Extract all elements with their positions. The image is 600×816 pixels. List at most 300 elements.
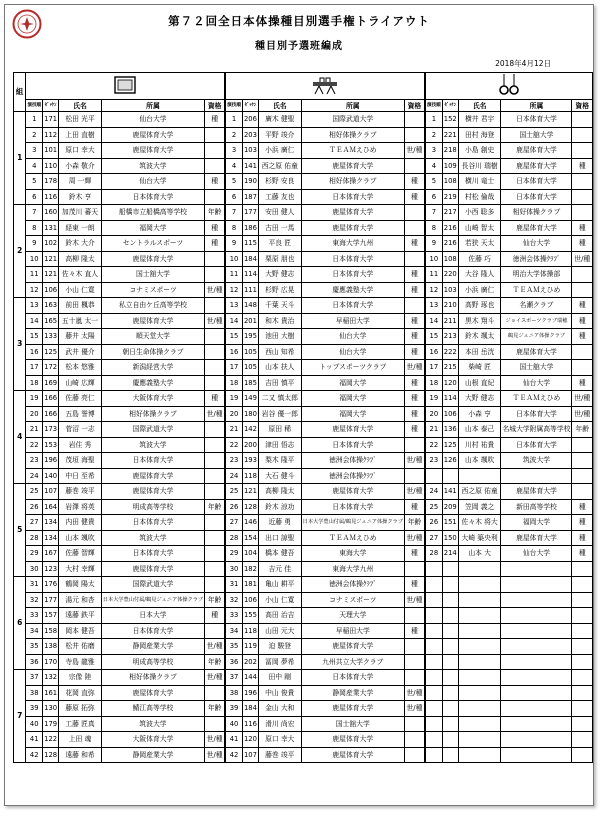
cell-affiliation: 仙台大学 xyxy=(501,375,572,391)
cell-bib: 154 xyxy=(242,530,258,546)
cell-entry-no: 35 xyxy=(225,639,242,655)
cell-entry-no: 22 xyxy=(225,437,242,453)
cell-bib: 140 xyxy=(43,468,59,484)
cell-bib: 141 xyxy=(442,484,458,500)
cell-name: 小森 敬介 xyxy=(59,158,102,174)
cell-name xyxy=(458,592,501,608)
entry-no-header: 演技順 xyxy=(425,100,442,112)
cell-affiliation xyxy=(501,654,572,670)
table-row xyxy=(14,282,593,298)
cell-affiliation: 福岡大学 xyxy=(101,220,204,236)
cell-name: 五島 誉博 xyxy=(59,406,102,422)
cell-qualification xyxy=(205,685,226,701)
group-number: 6 xyxy=(14,577,26,670)
cell-name: 二又 慎太郎 xyxy=(258,391,301,407)
cell-name: 寺島 龍雅 xyxy=(59,654,102,670)
cell-name: 山本 扶人 xyxy=(258,360,301,376)
cell-entry-no: 17 xyxy=(425,360,442,376)
cell-qualification xyxy=(572,747,593,763)
cell-entry-no: 31 xyxy=(26,577,43,593)
cell-name: 津田 悟志 xyxy=(258,437,301,453)
cell-qualification xyxy=(404,561,425,577)
cell-affiliation: 九州共立大学クラブ xyxy=(301,654,404,670)
cell-affiliation: 鹿屋体育大学 xyxy=(101,127,204,143)
cell-entry-no: 11 xyxy=(425,267,442,283)
cell-bib: 141 xyxy=(242,158,258,174)
cell-affiliation: ジョイスポーツクラブ瑞穂 xyxy=(501,313,572,329)
cell-affiliation: 筑波大学 xyxy=(501,453,572,469)
cell-entry-no: 29 xyxy=(225,546,242,562)
cell-name: 藤原 拓弥 xyxy=(59,701,102,717)
cell-qualification xyxy=(205,375,226,391)
cell-name: 原口 幸大 xyxy=(258,732,301,748)
cell-name: 菅沼 一志 xyxy=(59,422,102,438)
cell-entry-no: 42 xyxy=(225,747,242,763)
column-header-row xyxy=(14,100,593,112)
cell-qualification xyxy=(572,282,593,298)
cell-bib: 108 xyxy=(442,251,458,267)
cell-name: 長谷川 瑞樹 xyxy=(458,158,501,174)
cell-name: 原田 稀 xyxy=(258,422,301,438)
cell-name: 小浜 廣仁 xyxy=(258,143,301,159)
table-row xyxy=(14,437,593,453)
cell-qualification xyxy=(205,468,226,484)
cell-qualification xyxy=(404,158,425,174)
cell-name: 小山 仁寛 xyxy=(59,282,102,298)
cell-qualification: 種 xyxy=(572,298,593,314)
cell-affiliation: 順天堂大学 xyxy=(101,329,204,345)
bib-header: ｾﾞｯｹﾝ xyxy=(43,100,59,112)
table-row xyxy=(14,406,593,422)
cell-qualification: 世/種 xyxy=(404,453,425,469)
table-row xyxy=(14,267,593,283)
cell-qualification xyxy=(205,623,226,639)
table-row xyxy=(14,577,593,593)
cell-entry-no: 18 xyxy=(225,375,242,391)
cell-qualification xyxy=(404,437,425,453)
cell-affiliation: 日本体育大学 xyxy=(301,499,404,515)
cell-name: 岩澤 将英 xyxy=(59,499,102,515)
pommel-horse-icon xyxy=(310,74,340,96)
cell-bib: 106 xyxy=(43,282,59,298)
table-row xyxy=(14,530,593,546)
cell-bib: 118 xyxy=(242,623,258,639)
cell-bib: 126 xyxy=(442,453,458,469)
cell-bib: 146 xyxy=(242,515,258,531)
cell-bib: 138 xyxy=(43,639,59,655)
cell-entry-no: 15 xyxy=(225,329,242,345)
cell-entry-no: 20 xyxy=(26,406,43,422)
cell-qualification: 世/種 xyxy=(404,530,425,546)
cell-entry-no: 40 xyxy=(225,716,242,732)
page-title: 第７２回全日本体操種目別選手権トライアウト xyxy=(168,14,430,28)
table-row xyxy=(14,251,593,267)
cell-affiliation: 相好体操クラブ xyxy=(101,406,204,422)
cell-bib: 163 xyxy=(43,298,59,314)
cell-name: 廣木 健聖 xyxy=(258,112,301,128)
cell-affiliation xyxy=(501,623,572,639)
cell-affiliation: ＴＥＡＭえひめ xyxy=(301,530,404,546)
cell-qualification: 世/種 xyxy=(205,747,226,763)
cell-bib: 151 xyxy=(442,515,458,531)
cell-qualification xyxy=(572,654,593,670)
cell-entry-no: 6 xyxy=(425,189,442,205)
cell-qualification: 年齢 xyxy=(205,592,226,608)
cell-qualification xyxy=(404,220,425,236)
cell-entry-no: 3 xyxy=(425,143,442,159)
cell-affiliation: 鹿屋体育大学 xyxy=(101,143,204,159)
cell-entry-no: 37 xyxy=(225,670,242,686)
table-row xyxy=(14,608,593,624)
cell-qualification: 種 xyxy=(404,422,425,438)
table-row xyxy=(14,112,593,128)
cell-name: 大野 健志 xyxy=(258,267,301,283)
cell-name: 藤井 太陽 xyxy=(59,329,102,345)
cell-name xyxy=(458,623,501,639)
cell-name: 山崎 智太 xyxy=(458,220,501,236)
cell-entry-no: 9 xyxy=(425,236,442,252)
cell-qualification: 種 xyxy=(404,577,425,593)
cell-bib: 173 xyxy=(43,422,59,438)
cell-name: 若狭 天太 xyxy=(458,236,501,252)
cell-name: 上田 直樹 xyxy=(59,127,102,143)
cell-qualification xyxy=(572,112,593,128)
floor-event-header xyxy=(26,73,225,100)
cell-entry-no: 30 xyxy=(225,561,242,577)
entry-no-header: 演技順 xyxy=(225,100,242,112)
cell-entry-no: 12 xyxy=(225,282,242,298)
cell-entry-no: 14 xyxy=(425,313,442,329)
cell-affiliation xyxy=(501,747,572,763)
cell-entry-no: 25 xyxy=(26,484,43,500)
cell-bib: 170 xyxy=(43,654,59,670)
cell-name: 花岡 直弥 xyxy=(59,685,102,701)
cell-name: 黒木 翔斗 xyxy=(458,313,501,329)
cell-bib: 167 xyxy=(43,546,59,562)
pommel-horse-event-header xyxy=(225,73,425,100)
cell-affiliation: 東海大学九州 xyxy=(301,236,404,252)
cell-name: 鈴木 颯太 xyxy=(458,329,501,345)
cell-entry-no: 5 xyxy=(225,174,242,190)
cell-affiliation: 日本体育大学 xyxy=(301,251,404,267)
cell-qualification xyxy=(404,670,425,686)
cell-bib: 165 xyxy=(43,313,59,329)
cell-entry-no: 28 xyxy=(425,546,442,562)
qualification-header: 資格 xyxy=(205,100,226,112)
cell-affiliation: 日本体育大学 xyxy=(101,623,204,639)
cell-entry-no: 23 xyxy=(26,453,43,469)
cell-name: 高田 治吉 xyxy=(258,608,301,624)
cell-name: 山田 元大 xyxy=(258,623,301,639)
cell-affiliation: 私立自由ケ丘高等学校 xyxy=(101,298,204,314)
cell-bib: 172 xyxy=(43,360,59,376)
cell-bib: 190 xyxy=(242,174,258,190)
cell-affiliation: 早稲田大学 xyxy=(301,313,404,329)
cell-name: 小森 亨 xyxy=(458,406,501,422)
cell-qualification: 年齢 xyxy=(572,422,593,438)
cell-entry-no: 7 xyxy=(225,205,242,221)
cell-qualification: 種 xyxy=(404,236,425,252)
cell-qualification xyxy=(205,251,226,267)
name-header: 氏名 xyxy=(59,100,102,112)
cell-bib xyxy=(442,468,458,484)
cell-qualification: 種 xyxy=(572,313,593,329)
cell-bib: 112 xyxy=(43,127,59,143)
cell-entry-no: 27 xyxy=(225,515,242,531)
cell-bib: 103 xyxy=(442,282,458,298)
affiliation-header: 所属 xyxy=(101,100,204,112)
cell-bib xyxy=(442,608,458,624)
cell-name: 湯元 和杏 xyxy=(59,592,102,608)
cell-qualification: 世/種 xyxy=(404,143,425,159)
rings-event-header xyxy=(425,73,593,100)
cell-qualification: 種 xyxy=(205,174,226,190)
cell-bib xyxy=(442,701,458,717)
cell-bib: 196 xyxy=(242,685,258,701)
cell-entry-no: 17 xyxy=(225,360,242,376)
cell-entry-no: 33 xyxy=(26,608,43,624)
cell-qualification: 世/種 xyxy=(404,592,425,608)
cell-name: 笠岡 義之 xyxy=(458,499,501,515)
cell-qualification xyxy=(404,608,425,624)
cell-qualification xyxy=(205,422,226,438)
cell-bib: 103 xyxy=(242,143,258,159)
cell-entry-no: 13 xyxy=(225,298,242,314)
cell-bib xyxy=(442,716,458,732)
cell-affiliation: 鹿屋体育大学 xyxy=(301,701,404,717)
cell-name xyxy=(458,716,501,732)
cell-affiliation: 鹿屋体育大学 xyxy=(301,205,404,221)
cell-bib xyxy=(442,592,458,608)
cell-name: 柴崎 匠 xyxy=(458,360,501,376)
cell-qualification xyxy=(205,360,226,376)
cell-affiliation: 名城大学附属高等学校 xyxy=(501,422,572,438)
cell-qualification xyxy=(205,716,226,732)
cell-entry-no: 15 xyxy=(26,329,43,345)
cell-entry-no: 21 xyxy=(225,422,242,438)
cell-affiliation: 鶴見ジュニア体操クラブ xyxy=(501,329,572,345)
cell-qualification xyxy=(572,205,593,221)
cell-qualification xyxy=(205,143,226,159)
cell-qualification xyxy=(205,437,226,453)
cell-entry-no: 38 xyxy=(225,685,242,701)
cell-bib: 134 xyxy=(43,515,59,531)
cell-bib xyxy=(442,732,458,748)
cell-bib xyxy=(442,747,458,763)
cell-entry-no: 38 xyxy=(26,685,43,701)
cell-entry-no: 13 xyxy=(425,298,442,314)
cell-qualification xyxy=(572,484,593,500)
cell-qualification: 種 xyxy=(572,546,593,562)
table-row xyxy=(14,189,593,205)
cell-name: 山本 泰己 xyxy=(458,422,501,438)
cell-entry-no: 17 xyxy=(26,360,43,376)
cell-affiliation: 新田高等学校 xyxy=(501,499,572,515)
cell-qualification: 世/種 xyxy=(572,251,593,267)
cell-bib: 123 xyxy=(43,561,59,577)
cell-bib: 110 xyxy=(43,158,59,174)
cell-affiliation: 鹿屋体育大学 xyxy=(101,561,204,577)
cell-entry-no: 7 xyxy=(425,205,442,221)
cell-qualification xyxy=(404,251,425,267)
cell-affiliation: 大阪体育大学 xyxy=(101,391,204,407)
cell-name: 佐々木 将大 xyxy=(458,515,501,531)
cell-bib: 142 xyxy=(242,422,258,438)
table-row xyxy=(14,205,593,221)
cell-entry-no: 25 xyxy=(425,499,442,515)
table-row xyxy=(14,220,593,236)
cell-entry-no: 39 xyxy=(26,701,43,717)
cell-affiliation: 筑波大学 xyxy=(101,530,204,546)
cell-affiliation: 明治大学体操部 xyxy=(501,267,572,283)
cell-bib: 125 xyxy=(442,437,458,453)
cell-affiliation: 早稲田大学 xyxy=(301,623,404,639)
table-row xyxy=(14,546,593,562)
cell-entry-no: 18 xyxy=(26,375,43,391)
cell-qualification xyxy=(205,344,226,360)
cell-bib: 105 xyxy=(242,344,258,360)
cell-bib: 122 xyxy=(43,732,59,748)
cell-affiliation: 鹿屋体育大学 xyxy=(301,747,404,763)
cell-affiliation xyxy=(501,608,572,624)
cell-bib: 209 xyxy=(442,499,458,515)
cell-affiliation: 鹿屋体育大学 xyxy=(301,732,404,748)
cell-entry-no: 4 xyxy=(225,158,242,174)
cell-name: 小西 聡多 xyxy=(458,205,501,221)
affiliation-header: 所属 xyxy=(301,100,404,112)
cell-name: 藤巻 竣平 xyxy=(258,747,301,763)
cell-entry-no: 12 xyxy=(26,282,43,298)
cell-entry-no: 32 xyxy=(225,592,242,608)
table-row xyxy=(14,732,593,748)
cell-bib: 181 xyxy=(242,577,258,593)
cell-qualification: 種 xyxy=(572,530,593,546)
cell-affiliation xyxy=(501,468,572,484)
cell-qualification: 種 xyxy=(404,546,425,562)
cell-affiliation: 鹿屋体育大学 xyxy=(501,220,572,236)
cell-name xyxy=(458,639,501,655)
cell-bib: 108 xyxy=(442,174,458,190)
cell-entry-no xyxy=(425,670,442,686)
cell-affiliation: ＴＥＡＭえひめ xyxy=(501,391,572,407)
cell-affiliation: 福岡大学 xyxy=(301,391,404,407)
cell-qualification: 種 xyxy=(404,499,425,515)
cell-name: 工藤 匠真 xyxy=(59,716,102,732)
cell-entry-no: 8 xyxy=(225,220,242,236)
table-row xyxy=(14,468,593,484)
cell-entry-no: 18 xyxy=(425,375,442,391)
cell-affiliation: 鹿屋体育大学 xyxy=(301,422,404,438)
table-row xyxy=(14,561,593,577)
table-row xyxy=(14,329,593,345)
cell-qualification: 種 xyxy=(205,391,226,407)
cell-qualification xyxy=(404,112,425,128)
cell-entry-no: 26 xyxy=(225,499,242,515)
cell-entry-no: 21 xyxy=(425,422,442,438)
cell-qualification: 種 xyxy=(205,236,226,252)
cell-qualification xyxy=(205,577,226,593)
cell-qualification xyxy=(572,127,593,143)
cell-name: 金山 大和 xyxy=(258,701,301,717)
cell-bib: 202 xyxy=(242,654,258,670)
cell-entry-no: 39 xyxy=(225,701,242,717)
table-row xyxy=(14,298,593,314)
cell-name: 茂垣 海聖 xyxy=(59,453,102,469)
cell-affiliation xyxy=(501,701,572,717)
cell-entry-no: 16 xyxy=(425,344,442,360)
cell-entry-no: 26 xyxy=(26,499,43,515)
cell-name: 宗像 陸 xyxy=(59,670,102,686)
cell-entry-no xyxy=(425,561,442,577)
cell-affiliation: 徳洲会体操ｸﾗﾌﾞ xyxy=(501,251,572,267)
table-row xyxy=(14,685,593,701)
cell-entry-no: 42 xyxy=(26,747,43,763)
cell-affiliation: 相好体操クラブ xyxy=(501,205,572,221)
cell-entry-no: 19 xyxy=(225,391,242,407)
cell-qualification xyxy=(572,468,593,484)
cell-name: 遠藤 鉄平 xyxy=(59,608,102,624)
cell-bib: 128 xyxy=(242,499,258,515)
cell-affiliation: 国士舘大学 xyxy=(301,716,404,732)
cell-name: 西之原 佑童 xyxy=(458,484,501,500)
cell-name: 五十嵐 太一 xyxy=(59,313,102,329)
cell-qualification xyxy=(205,189,226,205)
cell-bib: 109 xyxy=(442,158,458,174)
cell-bib: 104 xyxy=(242,546,258,562)
cell-name: 滑川 尚宏 xyxy=(258,716,301,732)
cell-name: 鶴岡 陽太 xyxy=(59,577,102,593)
cell-entry-no: 24 xyxy=(225,468,242,484)
table-row xyxy=(14,701,593,717)
cell-name xyxy=(458,561,501,577)
cell-entry-no: 2 xyxy=(425,127,442,143)
cell-name: 大石 健斗 xyxy=(258,468,301,484)
cell-name: 小浜 廣仁 xyxy=(458,282,501,298)
cell-bib: 161 xyxy=(43,685,59,701)
cell-name: 横井 君宇 xyxy=(458,112,501,128)
cell-affiliation: 日本体育大学 xyxy=(501,174,572,190)
cell-entry-no xyxy=(425,639,442,655)
cell-entry-no: 28 xyxy=(26,530,43,546)
cell-affiliation: 日本体育大学 xyxy=(501,112,572,128)
cell-bib: 177 xyxy=(43,592,59,608)
cell-qualification xyxy=(205,298,226,314)
cell-bib: 106 xyxy=(442,406,458,422)
cell-bib: 118 xyxy=(242,468,258,484)
event-icon-row xyxy=(14,73,593,100)
cell-bib: 116 xyxy=(43,189,59,205)
cell-qualification xyxy=(572,143,593,159)
cell-name: 吉元 佳 xyxy=(258,561,301,577)
document-page xyxy=(4,4,594,806)
cell-name: 吉田 慎平 xyxy=(258,375,301,391)
cell-affiliation: 東海大学 xyxy=(301,546,404,562)
cell-qualification xyxy=(205,561,226,577)
cell-entry-no: 3 xyxy=(225,143,242,159)
cell-entry-no: 27 xyxy=(425,530,442,546)
cell-affiliation xyxy=(501,577,572,593)
cell-affiliation: 鹿屋体育大学 xyxy=(301,639,404,655)
cell-qualification xyxy=(404,716,425,732)
cell-qualification xyxy=(572,639,593,655)
cell-name: 梨木 隆平 xyxy=(258,453,301,469)
cell-qualification: 種 xyxy=(205,112,226,128)
cell-bib: 132 xyxy=(43,670,59,686)
cell-entry-no: 7 xyxy=(26,205,43,221)
cell-qualification xyxy=(572,174,593,190)
cell-entry-no: 28 xyxy=(225,530,242,546)
cell-qualification xyxy=(404,127,425,143)
